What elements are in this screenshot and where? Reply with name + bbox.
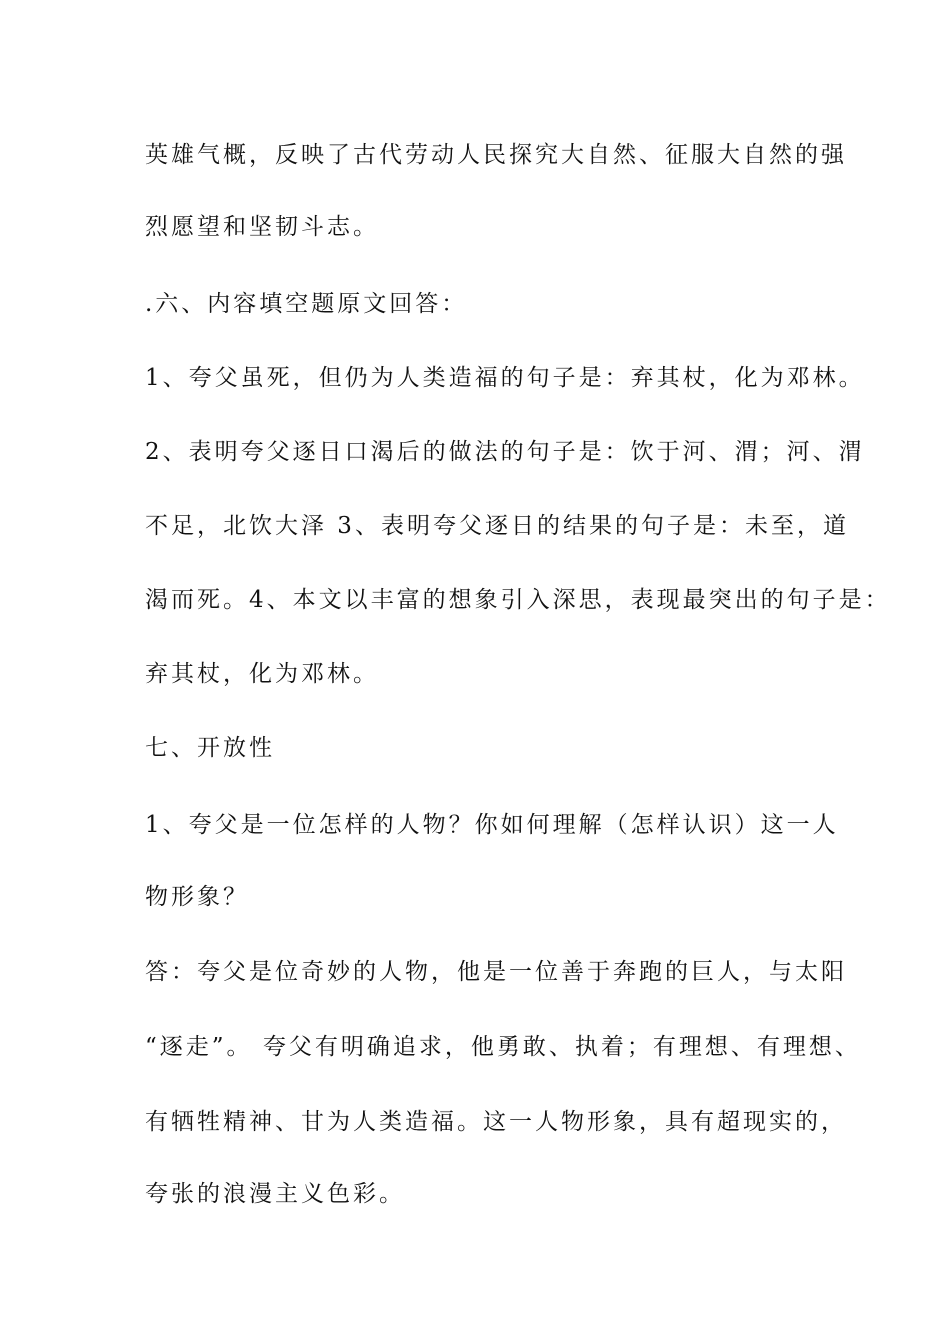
text-line: 1、夸父虽死，但仍为人类造福的句子是：弃其杖，化为邓林。 — [145, 365, 865, 391]
text-line: 不足，北饮大泽 3、表明夸父逐日的结果的句子是：未至，道 — [145, 513, 849, 539]
text-line: 2、表明夸父逐日口渴后的做法的句子是：饮于河、渭；河、渭 — [145, 439, 865, 465]
section-heading: 七、开放性 — [145, 735, 275, 761]
text-line: 答：夸父是位奇妙的人物，他是一位善于奔跑的巨人，与太阳 — [145, 959, 847, 985]
text-line: 英雄气概，反映了古代劳动人民探究大自然、征服大自然的强 — [145, 142, 847, 168]
text-line: 烈愿望和坚韧斗志。 — [145, 214, 379, 240]
text-line: 夸张的浪漫主义色彩。 — [145, 1181, 405, 1207]
text-line: 物形象？ — [145, 884, 249, 910]
text-line: “逐走”。 夸父有明确追求，他勇敢、执着；有理想、有理想、 — [145, 1034, 861, 1060]
section-heading: .六、内容填空题原文回答： — [145, 291, 468, 317]
text-line: 1、夸父是一位怎样的人物？你如何理解（怎样认识）这一人 — [145, 812, 839, 838]
text-line: 弃其杖，化为邓林。 — [145, 661, 379, 687]
text-line: 有牺牲精神、甘为人类造福。这一人物形象，具有超现实的， — [145, 1109, 847, 1135]
text-line: 渴而死。4、本文以丰富的想象引入深思，表现最突出的句子是： — [145, 587, 891, 613]
